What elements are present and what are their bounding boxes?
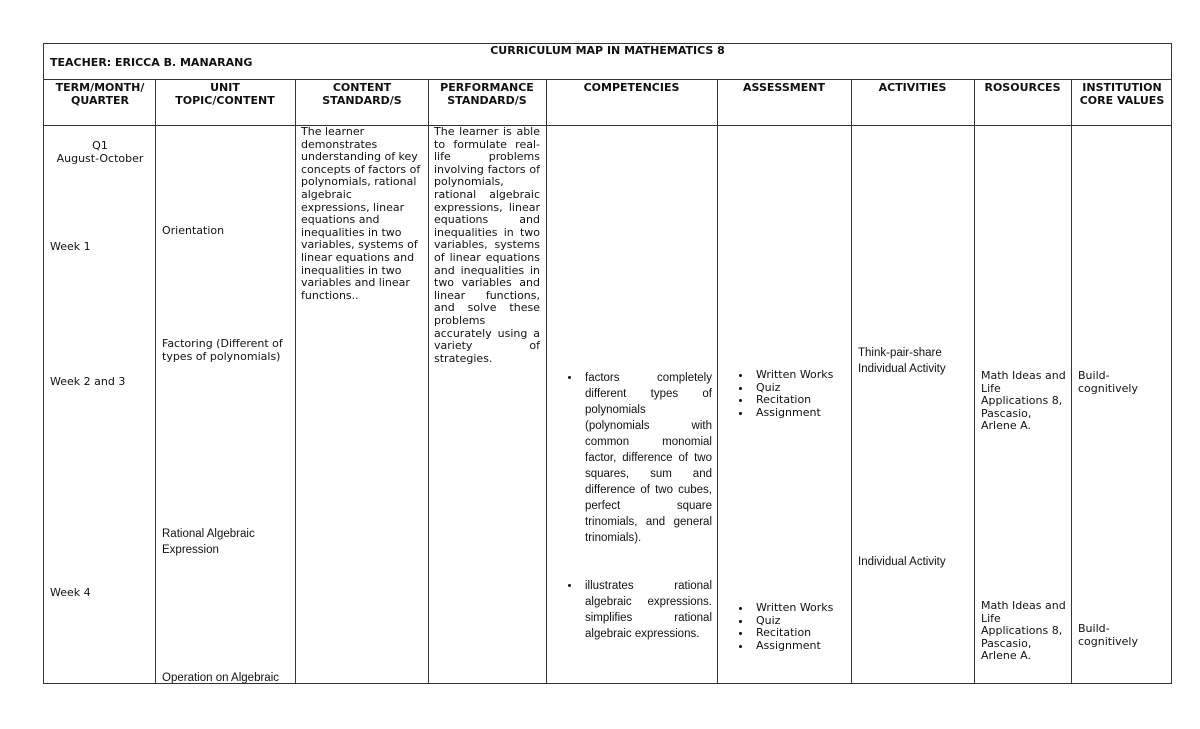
competency-list-2 <box>565 578 712 642</box>
document-title: CURRICULUM MAP IN MATHEMATICS 8 <box>490 44 725 57</box>
topic-operation-algebraic: Operation on Algebraic <box>162 672 279 684</box>
assessment-item: • Quiz <box>752 615 848 628</box>
header-performance-standard: PERFORMANCE STANDARD/S <box>440 81 534 107</box>
assessment-item: • Quiz <box>752 382 848 395</box>
header-resources: ROSOURCES <box>984 81 1061 94</box>
header-assessment: ASSESSMENT <box>743 81 825 94</box>
term-week-1: Week 1 <box>50 240 91 253</box>
activity-individual-2: Individual Activity <box>858 556 946 568</box>
activity-think-pair-share: Think-pair-share <box>858 347 942 359</box>
assessment-item: • Written Works <box>752 369 848 382</box>
header-content-standard: CONTENT STANDARD/S <box>322 81 402 107</box>
assessment-item: • Recitation <box>752 394 848 407</box>
term-quarter: Q1 <box>92 139 108 152</box>
resource-2: Math Ideas and Life Applications 8, Pascasio, Arlene A. <box>981 599 1066 663</box>
core-value-1: Build-cognitively <box>1078 369 1139 395</box>
column-divider <box>295 79 296 683</box>
column-divider <box>546 79 547 683</box>
column-divider <box>428 79 429 683</box>
topic-factoring: Factoring (Different of types of polynomials) <box>162 337 283 363</box>
curriculum-map-table <box>43 43 1172 684</box>
competency-item <box>581 578 712 642</box>
assessment-item: • Assignment <box>752 407 848 420</box>
content-standard-text: The learner demonstrates understanding of key concepts of factors of polynomials, rational algebraic expressions, linear equations and inequalities in two variables, systems of linear equations and inequalities in two variables and linear functions.. <box>301 125 421 302</box>
header-top-rule <box>44 79 1171 80</box>
header-bottom-rule <box>44 125 1171 126</box>
header-competencies: COMPETENCIES <box>583 81 680 94</box>
assessment-item: • Recitation <box>752 627 848 640</box>
column-divider <box>974 79 975 683</box>
core-value-2: Build-cognitively <box>1078 622 1139 648</box>
assessment-list-1 <box>736 369 848 419</box>
header-core-values: INSTITUTION CORE VALUES <box>1079 81 1165 107</box>
term-months: August-October <box>56 152 144 165</box>
header-activities: ACTIVITIES <box>878 81 947 94</box>
header-unit: UNIT TOPIC/CONTENT <box>175 81 275 107</box>
topic-rational-expression: Rational Algebraic Expression <box>162 528 255 556</box>
competency-item: • factors completely different types of polynomials (polynomials with common monomial factor, difference of two squares, sum and difference of two cubes, perfect square trinomials, and general trinomials). <box>581 370 712 546</box>
performance-standard-text: The learner is able to formulate real-life problems involving factors of polynomials, rational algebraic expressions, linear equations and inequalities in two variables, systems of linear equations and inequalities in two variables and linear functions, and solve these problems accurately using a variety of strategies. <box>434 125 540 365</box>
column-divider <box>1071 79 1072 683</box>
header-term: TERM/MONTH/ QUARTER <box>55 81 145 107</box>
competency-list-1 <box>565 370 712 546</box>
column-divider <box>851 79 852 683</box>
assessment-item: • Written Works <box>752 602 848 615</box>
resource-1: Math Ideas and Life Applications 8, Pascasio, Arlene A. <box>981 369 1066 433</box>
competency-simplifies: simplifies rational algebraic expressions. <box>585 612 712 640</box>
term-week-2-3: Week 2 and 3 <box>50 375 126 388</box>
teacher-name: TEACHER: ERICCA B. MANARANG <box>50 56 253 69</box>
competency-illustrates: illustrates rational algebraic expressions. <box>585 580 712 608</box>
activity-individual-1: Individual Activity <box>858 363 946 375</box>
topic-orientation: Orientation <box>162 224 225 237</box>
term-week-4: Week 4 <box>50 586 91 599</box>
column-divider <box>155 79 156 683</box>
assessment-list-2 <box>736 602 848 652</box>
column-divider <box>717 79 718 683</box>
assessment-item: • Assignment <box>752 640 848 653</box>
